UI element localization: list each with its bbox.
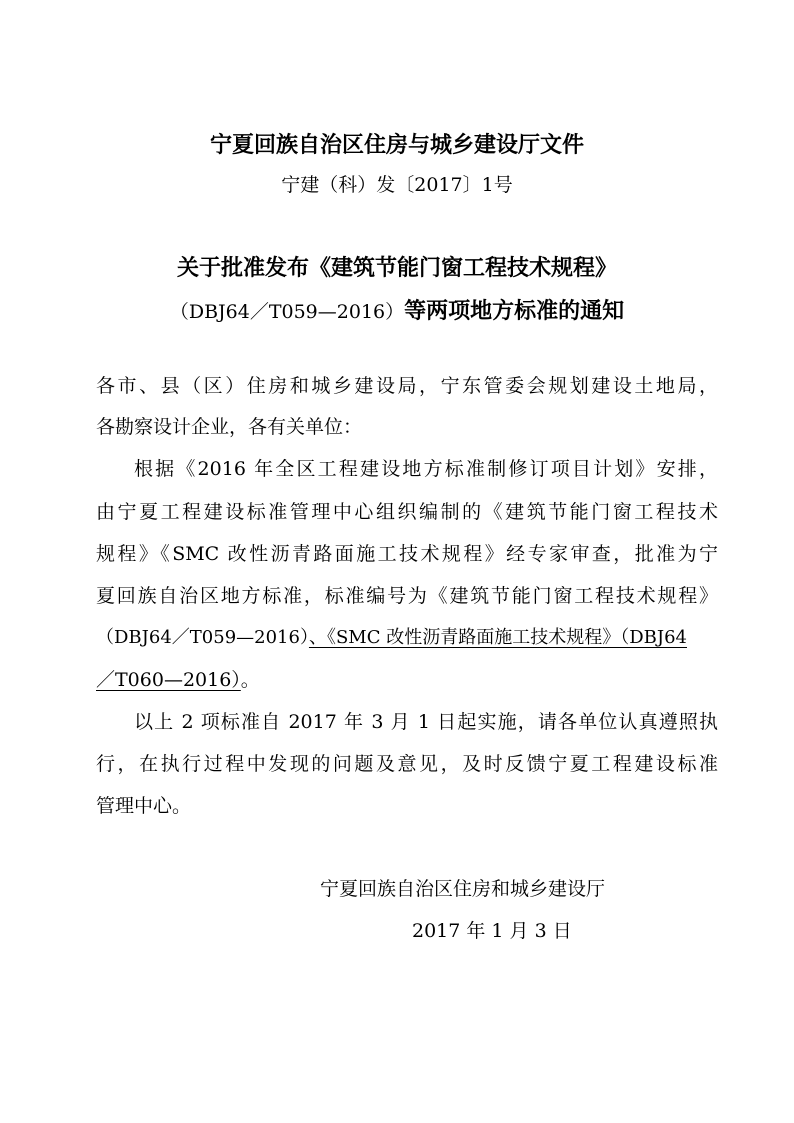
recipients-line1: 各市、县（区）住房和城乡建设局，宁东管委会规划建设土地局， (96, 375, 718, 397)
body-paragraph1-line3: 规程》《SMC 改性沥青路面施工技术规程》经专家审查，批准为宁 (96, 543, 718, 565)
sentence-end: 。 (240, 669, 260, 691)
document-number: 宁建（科）发〔2017〕1号 (281, 174, 513, 196)
signature-date: 2017 年 1 月 3 日 (412, 920, 572, 942)
standard-code-2: ／T060—2016） (96, 669, 241, 691)
notice-title-tail: 等两项地方标准的通知 (404, 299, 625, 324)
body-paragraph2-line3: 管理中心。 (96, 795, 192, 817)
body-paragraph1-line2: 由宁夏工程建设标准管理中心组织编制的《建筑节能门窗工程技术 (96, 501, 718, 523)
issuer-title: 宁夏回族自治区住房与城乡建设厅文件 (209, 133, 584, 158)
body-paragraph2-line2: 行，在执行过程中发现的问题及意见，及时反馈宁夏工程建设标准 (96, 753, 718, 775)
body-paragraph1-line1: 根据《2016 年全区工程建设地方标准制修订项目计划》安排， (134, 458, 718, 480)
body-paragraph2-line1: 以上 2 项标准自 2017 年 3 月 1 日起实施，请各单位认真遵照执 (134, 711, 718, 733)
signature-org: 宁夏回族自治区住房和城乡建设厅 (320, 878, 606, 900)
recipients-line2: 各勘察设计企业，各有关单位： (96, 416, 363, 438)
notice-title-line2 (0, 297, 794, 327)
body-paragraph1-line4: 夏回族自治区地方标准，标准编号为《建筑节能门窗工程技术规程》 (96, 585, 718, 607)
standard-name-2: 、《SMC 改性沥青路面施工技术规程》（DBJ64 (308, 627, 687, 648)
standard-code-1: （DBJ64／T059—2016） (96, 627, 309, 648)
body-paragraph1-line5 (96, 625, 687, 651)
body-paragraph1-line6 (96, 667, 260, 693)
notice-title-line1: 关于批准发布《建筑节能门窗工程技术规程》 (176, 256, 617, 281)
standard-code: （DBJ64／T059—2016） (169, 301, 405, 323)
